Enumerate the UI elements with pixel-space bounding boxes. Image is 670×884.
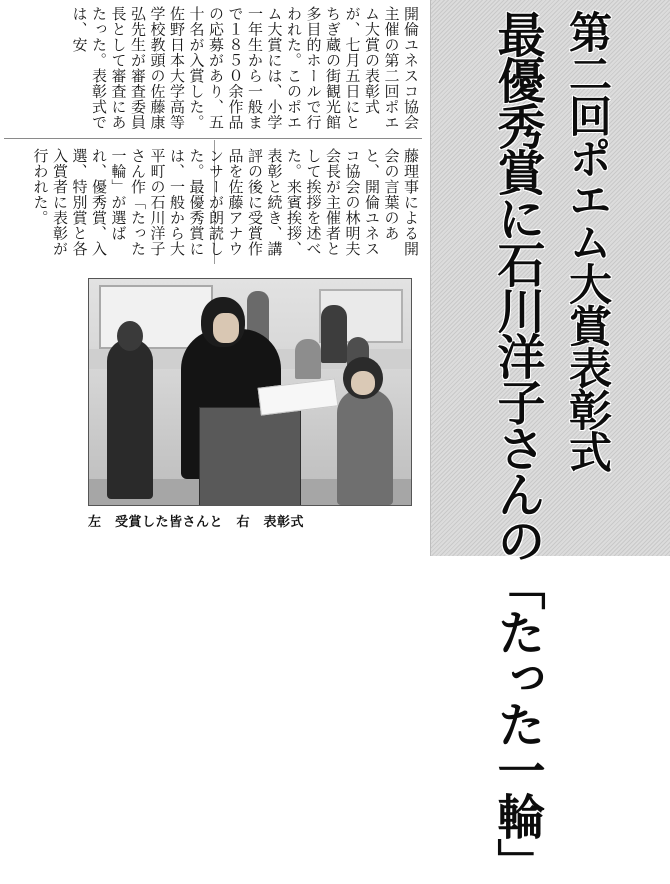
headline-line-1: 第二回ポエム大賞表彰式 [562, 10, 612, 472]
headline-line-2: 最優秀賞に石川洋子さんの「たった一輪」 [489, 10, 545, 884]
article-column-lower: 藤理事による開会の言葉のあと、開倫ユネスコ協会の林明夫会長が主催者として挨拶を述べた。来賓挨拶、表彰と続き、講評の後に受賞作品を佐藤アナウンサーが朗読した。最優秀賞には、一般から大平町の石川洋子さん作「たった一輪」が選ばれ、優秀賞、入選、特別賞と各入賞者に表彰が行われた。 [31, 148, 420, 257]
photo-podium [199, 407, 301, 506]
photo-background-person [295, 339, 321, 379]
photo-woman-left [107, 339, 153, 499]
photo-presenter-face [213, 313, 239, 343]
photo-girl-face [351, 371, 375, 395]
photo-background-person [321, 305, 347, 363]
headline-band [430, 0, 670, 556]
award-ceremony-photo [88, 278, 412, 506]
photo-woman-head [117, 321, 143, 351]
column-divider [4, 138, 422, 139]
photo-girl [337, 389, 393, 505]
photo-caption: 左 受賞した皆さんと 右 表彰式 [88, 515, 305, 530]
article-column-upper: 開倫ユネスコ協会主催の第二回ポエム大賞の表彰式が、七月五日にとちぎ蔵の街観光館多目的ホールで行われた。このポエム大賞には、小学一年生から一般まで１８５０余作品の応募があり、五十名が入賞した。佐野日本大学高等学校教頭の佐藤康弘先生が審査委員長として審査にあたった。表彰式では、安 [70, 6, 420, 130]
